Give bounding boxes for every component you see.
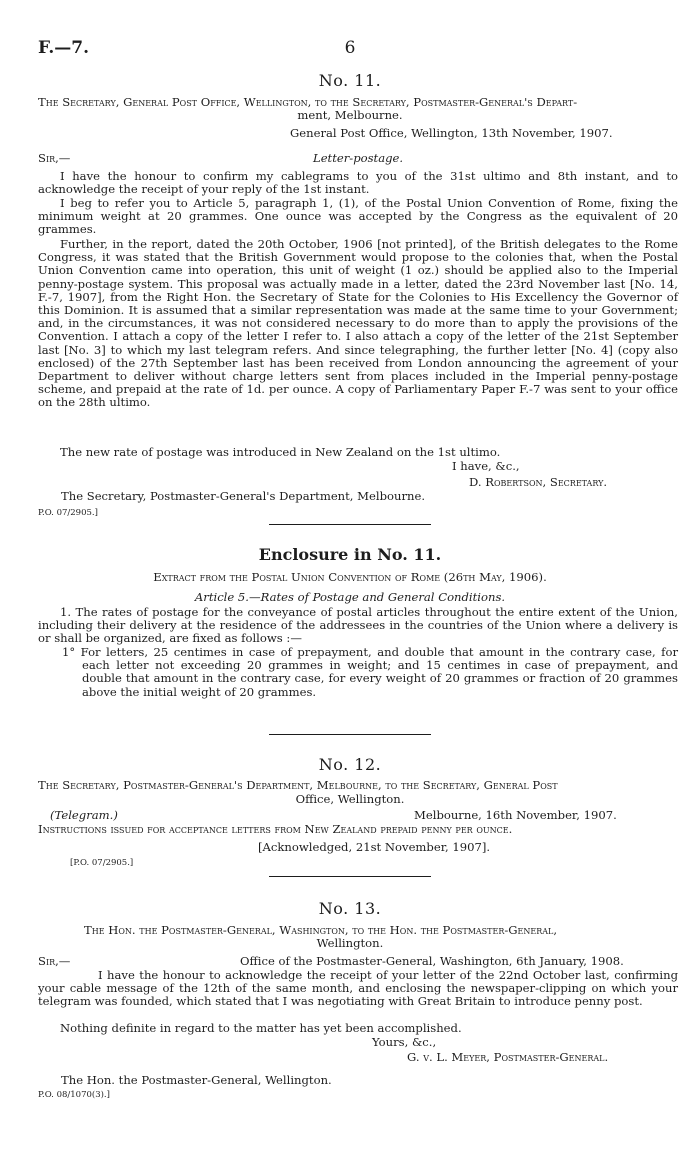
letter-13-salutation: Sir,— bbox=[38, 954, 71, 968]
letter-12-telegram-label: (Telegram.) bbox=[50, 808, 118, 822]
letter-12-reference: [P.O. 07/2905.] bbox=[70, 858, 134, 868]
letter-11-addressee-line2: ment, Melbourne. bbox=[297, 108, 403, 122]
letter-13-dateline: Office of the Postmaster-General, Washington, 6th January, 1908. bbox=[240, 954, 624, 968]
letter-12-dateline: Melbourne, 16th November, 1907. bbox=[414, 808, 617, 822]
enclosure-extract-line bbox=[0, 571, 700, 584]
letter-13-recipient: The Hon. the Postmaster-General, Wellington. bbox=[61, 1073, 332, 1087]
letter-11-addressee-line1: The Secretary, General Post Office, Wellington, to the Secretary, Postmaster-General's Depart- bbox=[38, 95, 578, 109]
letter-11-salutation: Sir,— bbox=[38, 151, 71, 165]
letter-13-signature: G. v. L. Meyer, Postmaster-General. bbox=[407, 1050, 609, 1064]
enclosure-title: Enclosure in No. 11. bbox=[258, 545, 442, 564]
letter-13-number: No. 13. bbox=[318, 899, 382, 918]
enclosure-extract-text: Extract from the Postal Union Convention of Rome (26th May, 1906). bbox=[153, 570, 547, 584]
letter-11-subject: Letter-postage. bbox=[313, 151, 404, 165]
letter-11-closing: I have, &c., bbox=[452, 459, 520, 473]
letter-13-paragraph-2: Nothing definite in regard to the matter has yet been accomplished. bbox=[60, 1021, 462, 1035]
letter-12-addressee-line2: Office, Wellington. bbox=[295, 792, 405, 806]
letter-12-number: No. 12. bbox=[318, 755, 382, 774]
section-divider bbox=[269, 734, 431, 735]
enclosure-paragraph-1: 1. The rates of postage for the conveyance of postal articles throughout the entire extent of the Union, including their delivery at the residence of the addressees in the countries of the Union where a delivery is or shall be organized, are fixed as follows :— bbox=[38, 605, 678, 646]
letter-11-signature: D. Robertson, Secretary. bbox=[469, 475, 608, 489]
letter-11-paragraph-3: Further, in the report, dated the 20th October, 1906 [not printed], of the British delegates to the Rome Congress, it was stated that the British Government would propose to the colonies that, when the Postal Union Convention came into operation, this unit of weight (1 oz.) should be applied also to the Imperial penny-postage system. This proposal was actually made in a letter, dated the 23rd November last [No. 14, F.-7, 1907], from the Right Hon. the Secretary of State for the Colonies to His Excellency the Governor of this Dominion. It is assumed that a similar representation was made at the same time to your Government; and, in the circumstances, it was not considered necessary to do more than to apply the provisions of the Convention. I attach a copy of the letter I refer to. I also attach a copy of the letter of the 21st September last [No. 3] to which my last telegram refers. And since telegraphing, the further letter [No. 4] (copy also enclosed) of the 27th September last has been received from London announcing the agreement of your Department to deliver without charge letters sent from places included in the Imperial penny-postage scheme, and prepaid at the rate of 1d. per ounce. A copy of Parliamentary Paper F.-7 was sent to your office on the 28th ultimo. bbox=[38, 237, 678, 410]
letter-12-acknowledged: [Acknowledged, 21st November, 1907]. bbox=[258, 840, 491, 854]
letter-13-addressee-line1: The Hon. the Postmaster-General, Washington, to the Hon. the Postmaster-General, bbox=[84, 923, 558, 937]
enclosure-paragraph-2: 1° For letters, 25 centimes in case of prepayment, and double that amount in the contrary case, for each letter not exceeding 20 grammes in weight; and 15 centimes in case of prepayment, and double that amount in the contrary case, for every weight of 20 grammes or fraction of 20 grammes above the initial weight of 20 grammes. bbox=[62, 645, 678, 699]
section-divider bbox=[269, 876, 431, 877]
series-label: F.—7. bbox=[38, 38, 90, 58]
section-divider bbox=[269, 524, 431, 525]
letter-11-paragraph-2: I beg to refer you to Article 5, paragraph 1, (1), of the Postal Union Convention of Rome, fixing the minimum weight at 20 grammes. One ounce was accepted by the Congress as the equivalent of 20 grammes. bbox=[38, 196, 678, 237]
enclosure-article-heading: Article 5.—Rates of Postage and General Conditions. bbox=[194, 590, 506, 604]
letter-11-paragraph-4: The new rate of postage was introduced in New Zealand on the 1st ultimo. bbox=[60, 445, 501, 459]
letter-13-paragraph-1: I have the honour to acknowledge the receipt of your letter of the 22nd October last, confirming your cable message of the 12th of the same month, and enclosing the newspaper-clipping on which your telegram was founded, which stated that I was negotiating with Great Britain to introduce penny post. bbox=[38, 968, 678, 1009]
letter-11-paragraph-1: I have the honour to confirm my cablegrams to you of the 31st ultimo and 8th instant, and to acknowledge the receipt of your reply of the 1st instant. bbox=[38, 169, 678, 197]
letter-12-instructions: Instructions issued for acceptance letters from New Zealand prepaid penny per ounce. bbox=[38, 822, 513, 836]
letter-13-addressee-line2: Wellington. bbox=[316, 936, 384, 950]
letter-11-dateline: General Post Office, Wellington, 13th November, 1907. bbox=[290, 126, 613, 140]
page-number: 6 bbox=[344, 38, 356, 58]
letter-12-addressee-line1: The Secretary, Postmaster-General's Department, Melbourne, to the Secretary, General Post bbox=[38, 778, 558, 792]
letter-11-reference: P.O. 07/2905.] bbox=[38, 508, 98, 518]
letter-11-number: No. 11. bbox=[318, 71, 382, 90]
letter-13-reference: P.O. 08/1070(3).] bbox=[38, 1090, 110, 1100]
letter-11-recipient: The Secretary, Postmaster-General's Department, Melbourne. bbox=[61, 489, 426, 503]
letter-13-closing: Yours, &c., bbox=[372, 1035, 437, 1049]
